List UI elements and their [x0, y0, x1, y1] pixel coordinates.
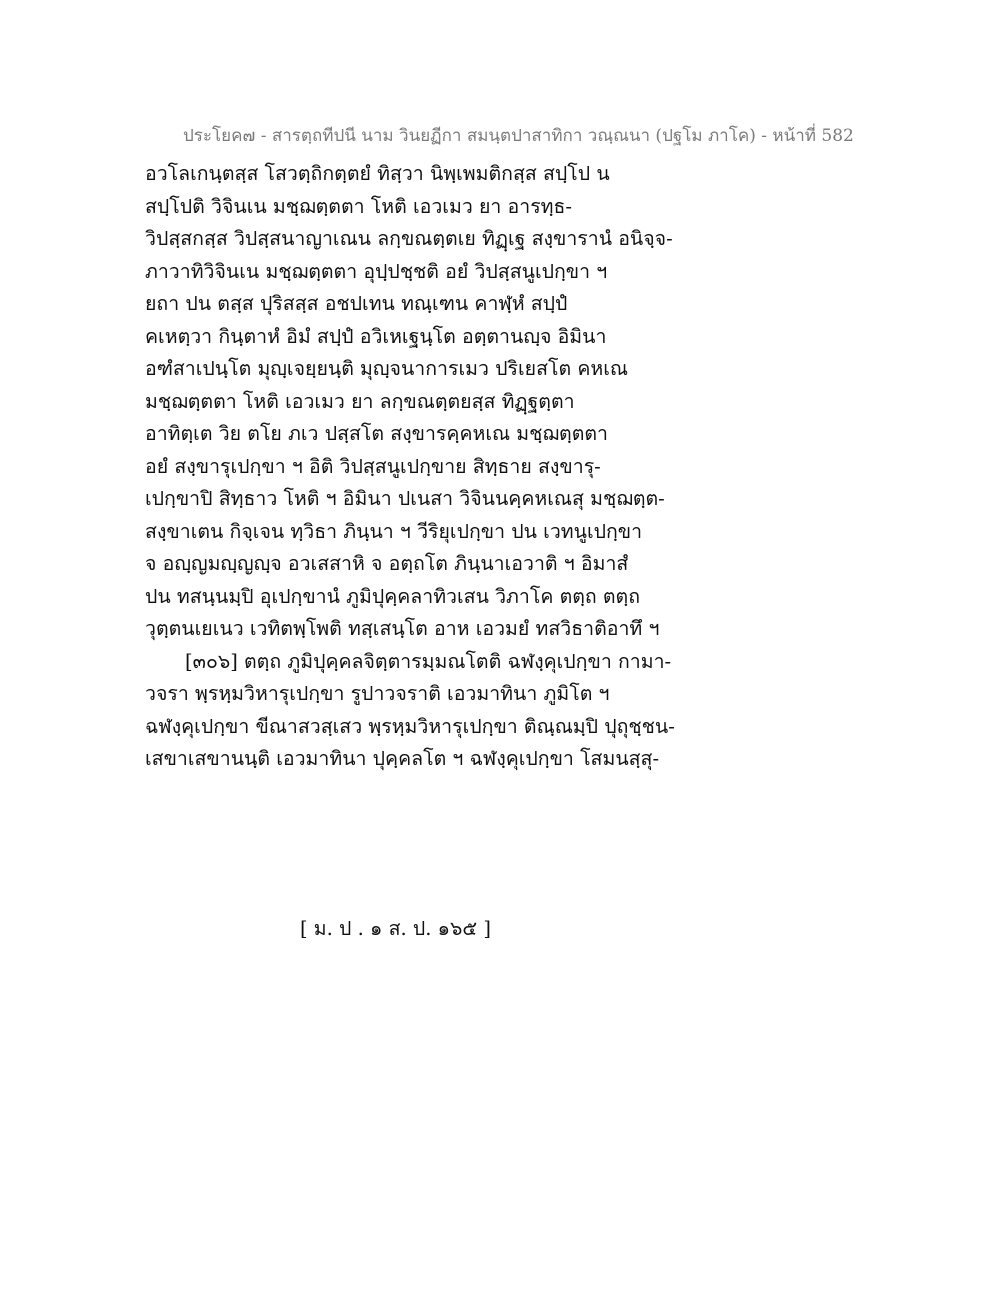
text-line-5: ยถา ปน ตสฺส ปุริสสฺส อชปเทน ทณฺเฑน คาฬฺหํ สปฺปํ: [145, 292, 568, 315]
running-header: ประโยค๗ - สารตฺถทีปนี นาม วินยฏีกา สมนฺตปาสาทิกา วณฺณนา (ปฐโม ภาโค) - หน้าที่ 582: [183, 126, 854, 146]
paragraph-306-line-2: วจรา พฺรหฺมวิหารุเปกฺขา รูปาวจราติ เอวมาทินา ภูมิโต ฯ: [145, 682, 610, 705]
text-line-4: ภาวาทิวิจินเน มชฺฌตฺตตา อุปฺปชฺชติ อยํ วิปสฺสนูเปกฺขา ฯ: [145, 259, 608, 283]
text-line-1: อวโลเกนฺตสฺส โสวตฺถิกตฺตยํ ทิสฺวา นิพฺเพมติกสฺส สปฺโป น: [145, 162, 610, 185]
paragraph-306-line-1: [๓๐๖] ตตฺถ ภูมิปุคฺคลจิตฺตารมฺมณโตติ ฉฬงฺคุเปกฺขา กามา-: [185, 649, 672, 673]
body-text: [145, 158, 705, 776]
text-line-14: ปน ทสนฺนมฺปิ อุเปกฺขานํ ภูมิปุคฺคลาทิวเสน วิภาโค ตตฺถ ตตฺถ: [145, 584, 641, 608]
paragraph-306-line-4: เสขาเสขานนฺติ เอวมาทินา ปุคฺคลโต ฯ ฉฬงฺคุเปกฺขา โสมนสฺสุ-: [145, 747, 660, 770]
text-line-15: วุตฺตนเยเนว เวทิตพฺโพติ ทสฺเสนฺโต อาห เอวมยํ ทสวิธาติอาทึ ฯ: [145, 617, 660, 640]
text-line-11: เปกฺขาปิ สิทฺธาว โหติ ฯ อิมินา ปเนสา วิจินนคฺคหเณสุ มชฺฌตฺต-: [145, 487, 665, 510]
text-line-12: สงฺขาเตน กิจฺเจน ทฺวิธา ภินฺนา ฯ วีริยุเปกฺขา ปน เวทนูเปกฺขา: [145, 519, 643, 543]
text-line-8: มชฺฌตฺตตา โหติ เอวเมว ยา ลกฺขณตฺตยสฺส ทิฏฺฐตฺตา: [145, 389, 575, 413]
text-line-6: คเหตฺวา กินฺตาหํ อิมํ สปฺปํ อวิเหเฐนฺโต อตฺตานญฺจ อิมินา: [145, 324, 607, 348]
text-line-2: สปฺโปติ วิจินเน มชฺฌตฺตตา โหติ เอวเมว ยา อารทฺธ-: [145, 194, 573, 218]
text-line-7: อฑํสาเปนฺโต มุญฺเจยฺยนฺติ มุญฺจนาการเมว ปริเยสโต คหเณ: [145, 357, 628, 380]
page-reference: [ ม. ป . ๑ ส. ป. ๑๖๕ ]: [300, 917, 492, 940]
text-line-3: วิปสฺสกสฺส วิปสฺสนาญาเณน ลกฺขณตฺตเย ทิฏฺเฐ สงฺขารานํ อนิจฺจ-: [145, 227, 673, 250]
text-line-13: จ อญฺญมญฺญญฺจ อวเสสาหิ จ อตฺถโต ภินฺนาเอวาติ ฯ อิมาสํ: [145, 552, 629, 575]
text-line-9: อาทิตฺเต วิย ตโย ภเว ปสฺสโต สงฺขารคฺคหเณ มชฺฌตฺตตา: [145, 422, 608, 445]
paragraph-306-line-3: ฉฬงฺคุเปกฺขา ขีณาสวสฺเสว พฺรหฺมวิหารุเปกฺขา ติณฺณมฺปิ ปุถุชฺชน-: [145, 714, 675, 738]
text-line-10: อยํ สงฺขารุเปกฺขา ฯ อิติ วิปสฺสนูเปกฺขาย สิทฺธาย สงฺขารุ-: [145, 454, 601, 478]
